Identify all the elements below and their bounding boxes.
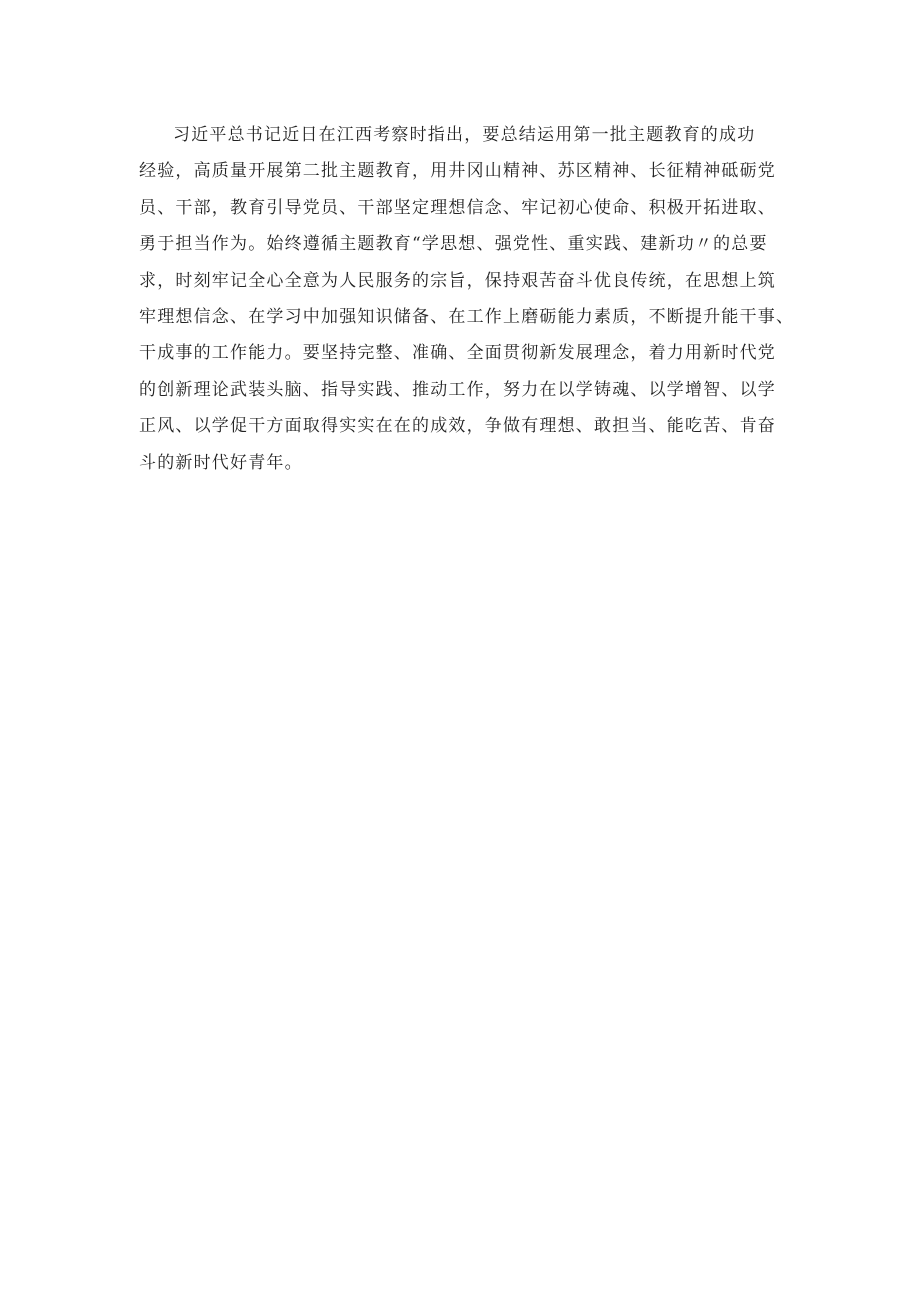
paragraph-line-3: 员、干部，教育引导党员、干部坚定理想信念、牢记初心使命、积极开拓进取、: [139, 197, 776, 218]
body-paragraph: [139, 117, 795, 481]
paragraph-line-8: 的创新理论武装头脑、指导实践、推动工作，努力在以学铸魂、以学增智、以学: [139, 379, 776, 400]
paragraph-line-7: 干成事的工作能力。要坚持完整、准确、全面贯彻新发展理念，着力用新时代党: [139, 343, 776, 364]
paragraph-line-6: 牢理想信念、在学习中加强知识储备、在工作上磨砺能力素质，不断提升能干事、: [139, 307, 795, 328]
paragraph-line-5: 求，时刻牢记全心全意为人民服务的宗旨，保持艰苦奋斗优良传统，在思想上筑: [139, 270, 776, 291]
paragraph-line-9: 正风、以学促干方面取得实实在在的成效，争做有理想、敢担当、能吃苦、肯奋: [139, 416, 776, 437]
paragraph-line-4: 勇于担当作为。始终遵循主题教育“学思想、强党性、重实践、建新功〃的总要: [139, 234, 768, 255]
paragraph-line-10: 斗的新时代好青年。: [139, 452, 303, 473]
paragraph-line-2: 经验，高质量开展第二批主题教育，用井冈山精神、苏区精神、长征精神砥砺党: [139, 161, 776, 182]
paragraph-line-1: 习近平总书记近日在江西考察时指出，要总结运用第一批主题教育的成功: [173, 125, 756, 145]
